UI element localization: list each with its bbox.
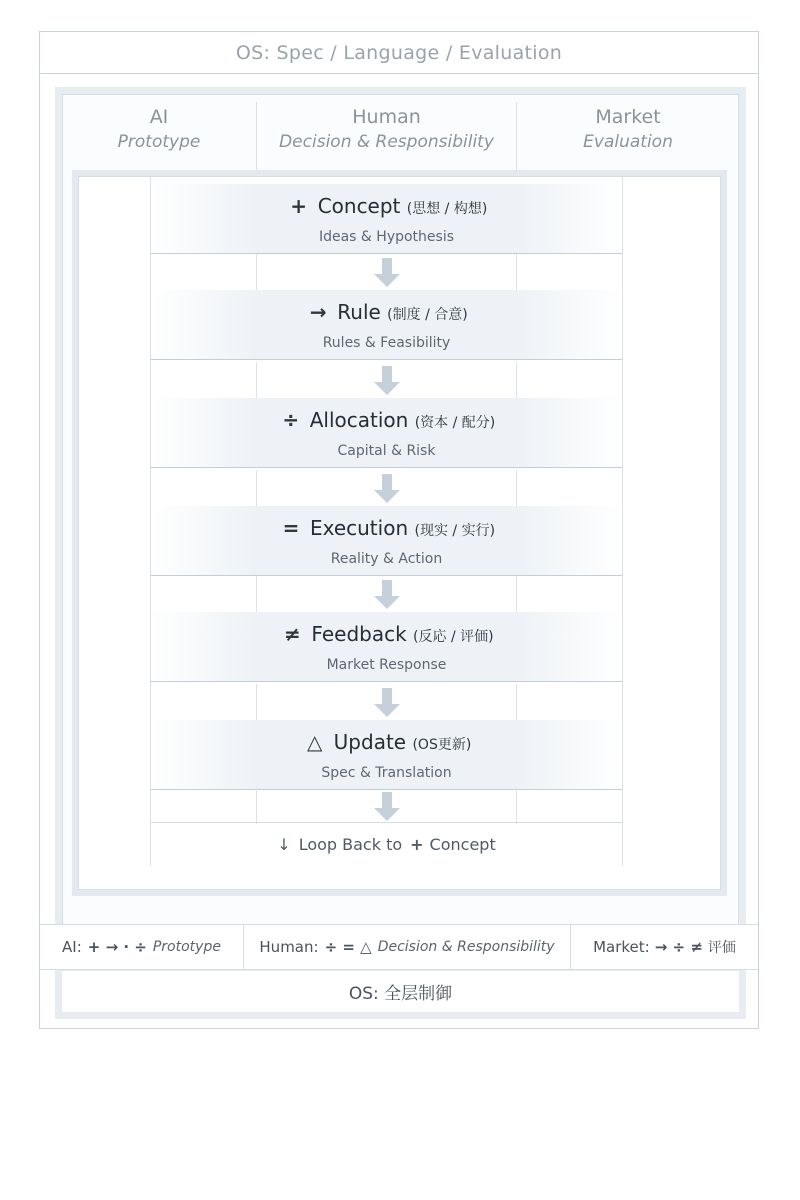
column-head-market xyxy=(517,104,739,154)
column-head-human xyxy=(257,104,516,154)
loop-back-label: Loop Back to xyxy=(298,835,403,854)
column-title: AI xyxy=(149,106,169,128)
arrow-down-icon xyxy=(373,474,401,504)
step-cjk: (反応 / 评価) xyxy=(413,629,494,645)
step-subtitle: Capital & Risk xyxy=(337,443,436,459)
step-title: Rule xyxy=(337,300,381,324)
step-subtitle: Ideas & Hypothesis xyxy=(318,229,455,245)
legend-role: Prototype xyxy=(152,939,221,955)
step-title: Execution xyxy=(309,516,409,540)
role-legend xyxy=(40,924,758,970)
arrow-down-small-icon: ↓ xyxy=(277,835,291,854)
step-rule xyxy=(151,290,622,360)
column-title: Human xyxy=(352,106,421,128)
legend-label: Market: xyxy=(593,938,650,956)
step-subtitle: Rules & Feasibility xyxy=(322,335,451,351)
legend-human xyxy=(244,925,570,969)
legend-symbols: → ÷ ≠ xyxy=(654,938,703,956)
step-title: Update xyxy=(333,730,407,754)
not-equal-icon: ≠ xyxy=(284,622,301,646)
step-title: Allocation xyxy=(309,408,409,432)
os-header: OS: Spec / Language / Evaluation xyxy=(40,32,758,74)
arrow-down-icon xyxy=(373,366,401,396)
plus-icon: + xyxy=(410,835,424,854)
step-connector xyxy=(151,684,622,720)
step-feedback xyxy=(151,612,622,682)
step-connector xyxy=(151,362,622,398)
legend-symbols: ÷ = △ xyxy=(324,938,372,956)
step-cjk: (思想 / 构想) xyxy=(406,201,488,217)
legend-market xyxy=(571,925,758,969)
step-connector xyxy=(151,470,622,506)
plus-icon: + xyxy=(290,194,308,218)
legend-role: Decision & Responsibility xyxy=(377,939,555,955)
divide-icon: ÷ xyxy=(282,408,300,432)
legend-label: AI: xyxy=(62,938,82,956)
triangle-icon: △ xyxy=(306,730,323,754)
column-head-ai xyxy=(62,104,256,154)
step-subtitle: Spec & Translation xyxy=(321,765,452,781)
step-cjk: (现实 / 实行) xyxy=(414,523,496,539)
arrow-down-icon xyxy=(373,792,401,822)
column-subtitle: Decision & Responsibility xyxy=(279,132,494,152)
arrow-down-icon xyxy=(373,688,401,718)
column-subtitle: Evaluation xyxy=(583,132,673,152)
loop-back xyxy=(151,822,622,866)
step-execution xyxy=(151,506,622,576)
os-footer: OS: 全层制御 xyxy=(62,970,739,1012)
legend-role: 评価 xyxy=(707,940,736,956)
step-subtitle: Reality & Action xyxy=(330,551,443,567)
legend-ai xyxy=(40,925,243,969)
step-cjk: (制度 / 合意) xyxy=(387,307,468,323)
step-cjk: (资本 / 配分) xyxy=(414,415,496,431)
equals-icon: = xyxy=(282,516,300,540)
legend-label: Human: xyxy=(259,938,319,956)
arrow-down-icon xyxy=(373,580,401,610)
step-subtitle: Market Response xyxy=(326,657,447,673)
step-title: Feedback xyxy=(311,622,407,646)
step-concept xyxy=(151,184,622,254)
arrow-right-icon: → xyxy=(309,300,327,324)
step-allocation xyxy=(151,398,622,468)
step-connector xyxy=(151,576,622,612)
column-subtitle: Prototype xyxy=(117,132,201,152)
legend-symbols: + → · ÷ xyxy=(87,938,147,956)
step-update xyxy=(151,720,622,790)
step-title: Concept xyxy=(317,194,401,218)
step-connector xyxy=(151,254,622,290)
arrow-down-icon xyxy=(373,258,401,288)
column-title: Market xyxy=(595,106,661,128)
loop-back-target: Concept xyxy=(429,835,496,854)
step-cjk: (OS更新) xyxy=(412,737,472,753)
step-connector xyxy=(151,788,622,824)
